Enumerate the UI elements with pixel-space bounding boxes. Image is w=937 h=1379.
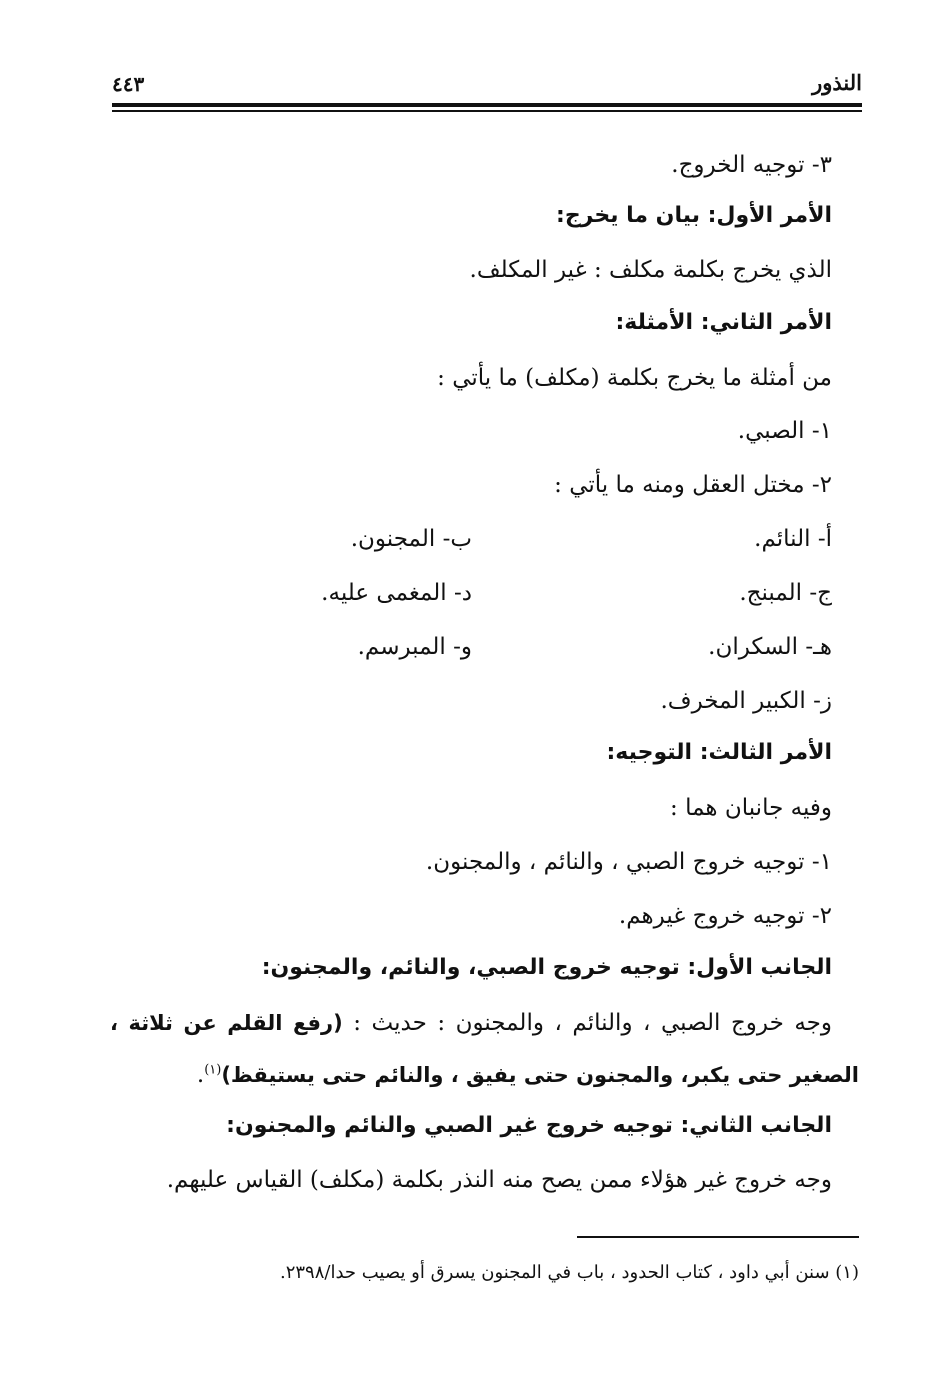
- paragraph-examples-intro: من أمثلة ما يخرج بكلمة (مكلف) ما يأتي :: [437, 365, 832, 391]
- running-title: النذور: [812, 70, 862, 95]
- heading-third-matter: الأمر الثالث: التوجيه:: [606, 740, 832, 765]
- paragraph-hadith-line2: [197, 1062, 859, 1090]
- hadith-quote-part1: (رفع القلم عن ثلاثة ،: [110, 1011, 343, 1035]
- footnote-separator: [577, 1236, 859, 1238]
- footnote-marker[interactable]: (١): [204, 1062, 222, 1078]
- header-rule-thin: [112, 110, 862, 112]
- sub-item-ba: ب- المجنون.: [350, 526, 472, 552]
- hadith-quote-part2: الصغير حتى يكبر، والمجنون حتى يفيق ، والنائم حتى يستيقظ): [221, 1063, 859, 1087]
- sub-item-waw: و- المبرسم.: [357, 634, 472, 660]
- aspect-item-2: ٢- توجيه خروج غيرهم.: [618, 903, 832, 929]
- example-item-1: ١- الصبي.: [737, 418, 832, 444]
- paragraph-analogy: وجه خروج غير هؤلاء ممن يصح منه النذر بكلمة (مكلف) القياس عليهم.: [166, 1167, 832, 1193]
- heading-second-aspect: الجانب الثاني: توجيه خروج غير الصبي والنائم والمجنون:: [226, 1113, 832, 1138]
- sub-item-zay: ز- الكبير المخرف.: [660, 688, 832, 714]
- paragraph-excluded: الذي يخرج بكلمة مكلف : غير المكلف.: [469, 257, 832, 283]
- sub-item-alif: أ- النائم.: [754, 526, 832, 552]
- example-item-2: ٢- مختل العقل ومنه ما يأتي :: [554, 472, 832, 498]
- heading-first-matter: الأمر الأول: بيان ما يخرج:: [556, 203, 832, 228]
- hadith-intro-text: وجه خروج الصبي ، والنائم ، والمجنون : حديث :: [342, 1010, 832, 1036]
- list-item-3: ٣- توجيه الخروج.: [671, 152, 832, 178]
- sub-item-ha: هـ- السكران.: [708, 634, 832, 660]
- paragraph-hadith-line1: [110, 1010, 832, 1038]
- hadith-end-punct: .: [196, 1062, 205, 1088]
- heading-first-aspect: الجانب الأول: توجيه خروج الصبي، والنائم، والمجنون:: [261, 955, 832, 980]
- sub-item-jim: ج- المبنج.: [739, 580, 832, 606]
- footnote-text: (١) سنن أبي داود ، كتاب الحدود ، باب في المجنون يسرق أو يصيب حدا/٢٣٩٨.: [279, 1262, 859, 1283]
- aspect-item-1: ١- توجيه خروج الصبي ، والنائم ، والمجنون.: [425, 849, 832, 875]
- header-rule-thick: [112, 103, 862, 107]
- sub-item-dal: د- المغمى عليه.: [321, 580, 472, 606]
- page-number: ٤٤٣: [112, 72, 145, 96]
- heading-second-matter: الأمر الثاني: الأمثلة:: [615, 310, 832, 335]
- paragraph-two-aspects: وفيه جانبان هما :: [670, 795, 832, 821]
